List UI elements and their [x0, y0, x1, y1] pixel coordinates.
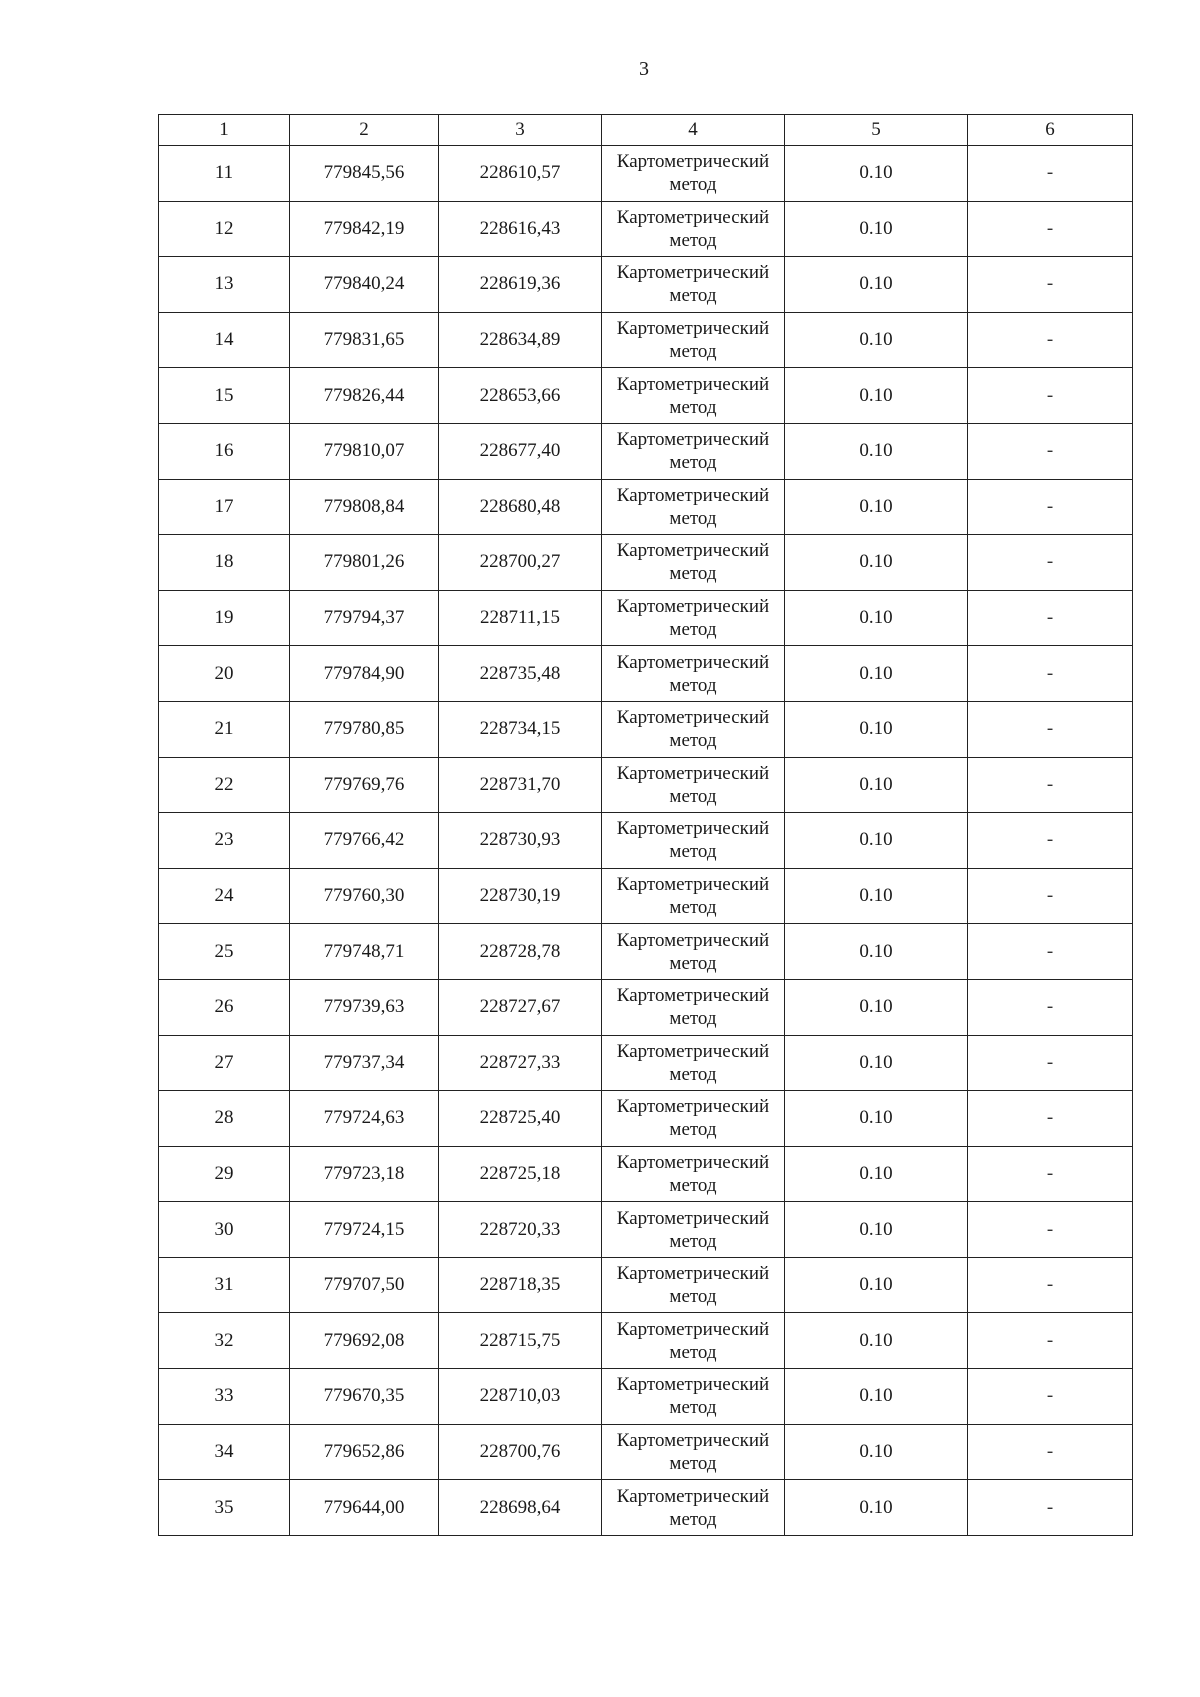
table-row [159, 146, 1133, 202]
point-number-cell: 23 [159, 813, 290, 869]
x-coordinate-cell: 779724,15 [290, 1202, 439, 1258]
method-line-1: Картометрический [616, 373, 770, 395]
y-coordinate-cell: 228735,48 [439, 646, 602, 702]
precision-cell: 0.10 [785, 868, 968, 924]
precision-cell: 0.10 [785, 201, 968, 257]
x-coordinate-cell: 779692,08 [290, 1313, 439, 1369]
table-row [159, 423, 1133, 479]
method-cell [602, 1313, 785, 1369]
method-cell [602, 1480, 785, 1536]
method-line-1: Картометрический [616, 206, 770, 228]
y-coordinate-cell: 228725,18 [439, 1146, 602, 1202]
point-number-cell: 12 [159, 201, 290, 257]
method-line-1: Картометрический [616, 985, 770, 1007]
table-body [159, 146, 1133, 1536]
method-line-1: Картометрический [616, 707, 770, 729]
x-coordinate-cell: 779707,50 [290, 1257, 439, 1313]
note-cell: - [968, 312, 1133, 368]
precision-cell: 0.10 [785, 1424, 968, 1480]
method-line-2: метод [669, 1119, 717, 1141]
y-coordinate-cell: 228616,43 [439, 201, 602, 257]
note-cell: - [968, 813, 1133, 869]
table-row [159, 1257, 1133, 1313]
point-number-cell: 20 [159, 646, 290, 702]
method-cell [602, 1035, 785, 1091]
x-coordinate-cell: 779794,37 [290, 590, 439, 646]
method-line-1: Картометрический [616, 1263, 770, 1285]
y-coordinate-cell: 228727,33 [439, 1035, 602, 1091]
point-number-cell: 26 [159, 979, 290, 1035]
precision-cell: 0.10 [785, 757, 968, 813]
method-line-1: Картометрический [616, 1207, 770, 1229]
method-line-1: Картометрический [616, 762, 770, 784]
y-coordinate-cell: 228634,89 [439, 312, 602, 368]
table-row [159, 312, 1133, 368]
x-coordinate-cell: 779760,30 [290, 868, 439, 924]
table-header [159, 115, 1133, 146]
method-cell [602, 590, 785, 646]
table-row [159, 368, 1133, 424]
x-coordinate-cell: 779810,07 [290, 423, 439, 479]
x-coordinate-cell: 779723,18 [290, 1146, 439, 1202]
y-coordinate-cell: 228727,67 [439, 979, 602, 1035]
y-coordinate-cell: 228725,40 [439, 1091, 602, 1147]
note-cell: - [968, 1091, 1133, 1147]
point-number-cell: 22 [159, 757, 290, 813]
method-line-1: Картометрический [616, 540, 770, 562]
y-coordinate-cell: 228700,27 [439, 535, 602, 591]
table-row [159, 979, 1133, 1035]
y-coordinate-cell: 228677,40 [439, 423, 602, 479]
x-coordinate-cell: 779784,90 [290, 646, 439, 702]
method-line-2: метод [669, 507, 717, 529]
method-cell [602, 479, 785, 535]
x-coordinate-cell: 779840,24 [290, 257, 439, 313]
point-number-cell: 19 [159, 590, 290, 646]
y-coordinate-cell: 228720,33 [439, 1202, 602, 1258]
header-row [159, 115, 1133, 146]
x-coordinate-cell: 779748,71 [290, 924, 439, 980]
method-line-2: метод [669, 396, 717, 418]
method-line-1: Картометрический [616, 596, 770, 618]
x-coordinate-cell: 779831,65 [290, 312, 439, 368]
precision-cell: 0.10 [785, 590, 968, 646]
page-number: 3 [639, 58, 649, 80]
x-coordinate-cell: 779780,85 [290, 701, 439, 757]
column-header-1: 1 [159, 115, 290, 146]
note-cell: - [968, 924, 1133, 980]
y-coordinate-cell: 228730,19 [439, 868, 602, 924]
x-coordinate-cell: 779801,26 [290, 535, 439, 591]
x-coordinate-cell: 779808,84 [290, 479, 439, 535]
y-coordinate-cell: 228610,57 [439, 146, 602, 202]
method-line-1: Картометрический [616, 262, 770, 284]
table-row [159, 1146, 1133, 1202]
point-number-cell: 18 [159, 535, 290, 591]
table-row [159, 813, 1133, 869]
point-number-cell: 15 [159, 368, 290, 424]
method-cell [602, 757, 785, 813]
method-cell [602, 146, 785, 202]
method-cell [602, 1146, 785, 1202]
precision-cell: 0.10 [785, 423, 968, 479]
y-coordinate-cell: 228680,48 [439, 479, 602, 535]
coordinates-table [158, 114, 1133, 1536]
method-line-1: Картометрический [616, 429, 770, 451]
y-coordinate-cell: 228728,78 [439, 924, 602, 980]
note-cell: - [968, 1146, 1133, 1202]
method-line-2: метод [669, 1230, 717, 1252]
note-cell: - [968, 535, 1133, 591]
x-coordinate-cell: 779766,42 [290, 813, 439, 869]
precision-cell: 0.10 [785, 1369, 968, 1425]
point-number-cell: 14 [159, 312, 290, 368]
note-cell: - [968, 590, 1133, 646]
x-coordinate-cell: 779644,00 [290, 1480, 439, 1536]
method-line-2: метод [669, 563, 717, 585]
column-header-5: 5 [785, 115, 968, 146]
note-cell: - [968, 479, 1133, 535]
method-line-1: Картометрический [616, 318, 770, 340]
note-cell: - [968, 146, 1133, 202]
point-number-cell: 25 [159, 924, 290, 980]
note-cell: - [968, 257, 1133, 313]
x-coordinate-cell: 779724,63 [290, 1091, 439, 1147]
method-line-1: Картометрический [616, 484, 770, 506]
method-cell [602, 1424, 785, 1480]
method-line-2: метод [669, 229, 717, 251]
table-row [159, 1091, 1133, 1147]
x-coordinate-cell: 779652,86 [290, 1424, 439, 1480]
precision-cell: 0.10 [785, 146, 968, 202]
method-line-1: Картометрический [616, 818, 770, 840]
method-line-2: метод [669, 452, 717, 474]
method-cell [602, 423, 785, 479]
precision-cell: 0.10 [785, 646, 968, 702]
method-line-2: метод [669, 897, 717, 919]
method-line-2: метод [669, 285, 717, 307]
method-cell [602, 979, 785, 1035]
point-number-cell: 13 [159, 257, 290, 313]
note-cell: - [968, 368, 1133, 424]
table-row [159, 924, 1133, 980]
method-line-2: метод [669, 1063, 717, 1085]
point-number-cell: 28 [159, 1091, 290, 1147]
point-number-cell: 27 [159, 1035, 290, 1091]
point-number-cell: 16 [159, 423, 290, 479]
precision-cell: 0.10 [785, 813, 968, 869]
method-cell [602, 368, 785, 424]
point-number-cell: 29 [159, 1146, 290, 1202]
method-cell [602, 1257, 785, 1313]
y-coordinate-cell: 228619,36 [439, 257, 602, 313]
method-line-1: Картометрический [616, 874, 770, 896]
point-number-cell: 30 [159, 1202, 290, 1258]
method-line-2: метод [669, 1452, 717, 1474]
method-cell [602, 1202, 785, 1258]
precision-cell: 0.10 [785, 535, 968, 591]
method-line-1: Картометрический [616, 1374, 770, 1396]
method-line-2: метод [669, 674, 717, 696]
method-line-1: Картометрический [616, 1429, 770, 1451]
note-cell: - [968, 646, 1133, 702]
note-cell: - [968, 1480, 1133, 1536]
method-line-1: Картометрический [616, 1318, 770, 1340]
precision-cell: 0.10 [785, 1091, 968, 1147]
point-number-cell: 34 [159, 1424, 290, 1480]
note-cell: - [968, 757, 1133, 813]
method-line-2: метод [669, 1174, 717, 1196]
table-row [159, 757, 1133, 813]
x-coordinate-cell: 779845,56 [290, 146, 439, 202]
method-cell [602, 924, 785, 980]
precision-cell: 0.10 [785, 257, 968, 313]
method-line-2: метод [669, 619, 717, 641]
method-cell [602, 1091, 785, 1147]
method-line-1: Картометрический [616, 1485, 770, 1507]
point-number-cell: 24 [159, 868, 290, 924]
y-coordinate-cell: 228653,66 [439, 368, 602, 424]
method-line-2: метод [669, 1508, 717, 1530]
method-cell [602, 1369, 785, 1425]
table-row [159, 868, 1133, 924]
y-coordinate-cell: 228730,93 [439, 813, 602, 869]
y-coordinate-cell: 228700,76 [439, 1424, 602, 1480]
table-row [159, 1480, 1133, 1536]
y-coordinate-cell: 228698,64 [439, 1480, 602, 1536]
precision-cell: 0.10 [785, 1313, 968, 1369]
method-line-2: метод [669, 1008, 717, 1030]
method-cell [602, 535, 785, 591]
method-cell [602, 201, 785, 257]
method-cell [602, 868, 785, 924]
table-row [159, 1202, 1133, 1258]
precision-cell: 0.10 [785, 924, 968, 980]
point-number-cell: 32 [159, 1313, 290, 1369]
method-line-1: Картометрический [616, 651, 770, 673]
method-cell [602, 257, 785, 313]
x-coordinate-cell: 779737,34 [290, 1035, 439, 1091]
note-cell: - [968, 423, 1133, 479]
method-line-2: метод [669, 952, 717, 974]
method-line-2: метод [669, 1286, 717, 1308]
table-row [159, 479, 1133, 535]
method-line-1: Картометрический [616, 929, 770, 951]
note-cell: - [968, 201, 1133, 257]
column-header-4: 4 [602, 115, 785, 146]
point-number-cell: 17 [159, 479, 290, 535]
method-cell [602, 312, 785, 368]
method-line-2: метод [669, 1341, 717, 1363]
column-header-3: 3 [439, 115, 602, 146]
precision-cell: 0.10 [785, 312, 968, 368]
precision-cell: 0.10 [785, 1146, 968, 1202]
method-line-1: Картометрический [616, 151, 770, 173]
method-line-1: Картометрический [616, 1040, 770, 1062]
y-coordinate-cell: 228711,15 [439, 590, 602, 646]
method-cell [602, 701, 785, 757]
method-line-2: метод [669, 841, 717, 863]
y-coordinate-cell: 228734,15 [439, 701, 602, 757]
note-cell: - [968, 701, 1133, 757]
note-cell: - [968, 868, 1133, 924]
precision-cell: 0.10 [785, 979, 968, 1035]
table-row [159, 590, 1133, 646]
table-row [159, 1424, 1133, 1480]
precision-cell: 0.10 [785, 1035, 968, 1091]
note-cell: - [968, 1313, 1133, 1369]
method-line-2: метод [669, 174, 717, 196]
column-header-6: 6 [968, 115, 1133, 146]
table-row [159, 201, 1133, 257]
method-cell [602, 646, 785, 702]
method-line-2: метод [669, 730, 717, 752]
table-row [159, 1313, 1133, 1369]
precision-cell: 0.10 [785, 1202, 968, 1258]
method-line-2: метод [669, 785, 717, 807]
point-number-cell: 21 [159, 701, 290, 757]
y-coordinate-cell: 228710,03 [439, 1369, 602, 1425]
x-coordinate-cell: 779842,19 [290, 201, 439, 257]
note-cell: - [968, 1257, 1133, 1313]
precision-cell: 0.10 [785, 701, 968, 757]
x-coordinate-cell: 779739,63 [290, 979, 439, 1035]
y-coordinate-cell: 228718,35 [439, 1257, 602, 1313]
table-row [159, 1369, 1133, 1425]
precision-cell: 0.10 [785, 1257, 968, 1313]
table-row [159, 646, 1133, 702]
method-line-1: Картометрический [616, 1151, 770, 1173]
note-cell: - [968, 979, 1133, 1035]
precision-cell: 0.10 [785, 368, 968, 424]
method-line-1: Картометрический [616, 1096, 770, 1118]
point-number-cell: 35 [159, 1480, 290, 1536]
table-row [159, 1035, 1133, 1091]
table-row [159, 257, 1133, 313]
method-line-2: метод [669, 341, 717, 363]
precision-cell: 0.10 [785, 479, 968, 535]
precision-cell: 0.10 [785, 1480, 968, 1536]
x-coordinate-cell: 779670,35 [290, 1369, 439, 1425]
note-cell: - [968, 1202, 1133, 1258]
table-row [159, 701, 1133, 757]
note-cell: - [968, 1424, 1133, 1480]
method-cell [602, 813, 785, 869]
point-number-cell: 11 [159, 146, 290, 202]
x-coordinate-cell: 779826,44 [290, 368, 439, 424]
note-cell: - [968, 1035, 1133, 1091]
point-number-cell: 33 [159, 1369, 290, 1425]
y-coordinate-cell: 228731,70 [439, 757, 602, 813]
x-coordinate-cell: 779769,76 [290, 757, 439, 813]
method-line-2: метод [669, 1397, 717, 1419]
column-header-2: 2 [290, 115, 439, 146]
y-coordinate-cell: 228715,75 [439, 1313, 602, 1369]
point-number-cell: 31 [159, 1257, 290, 1313]
table-row [159, 535, 1133, 591]
note-cell: - [968, 1369, 1133, 1425]
